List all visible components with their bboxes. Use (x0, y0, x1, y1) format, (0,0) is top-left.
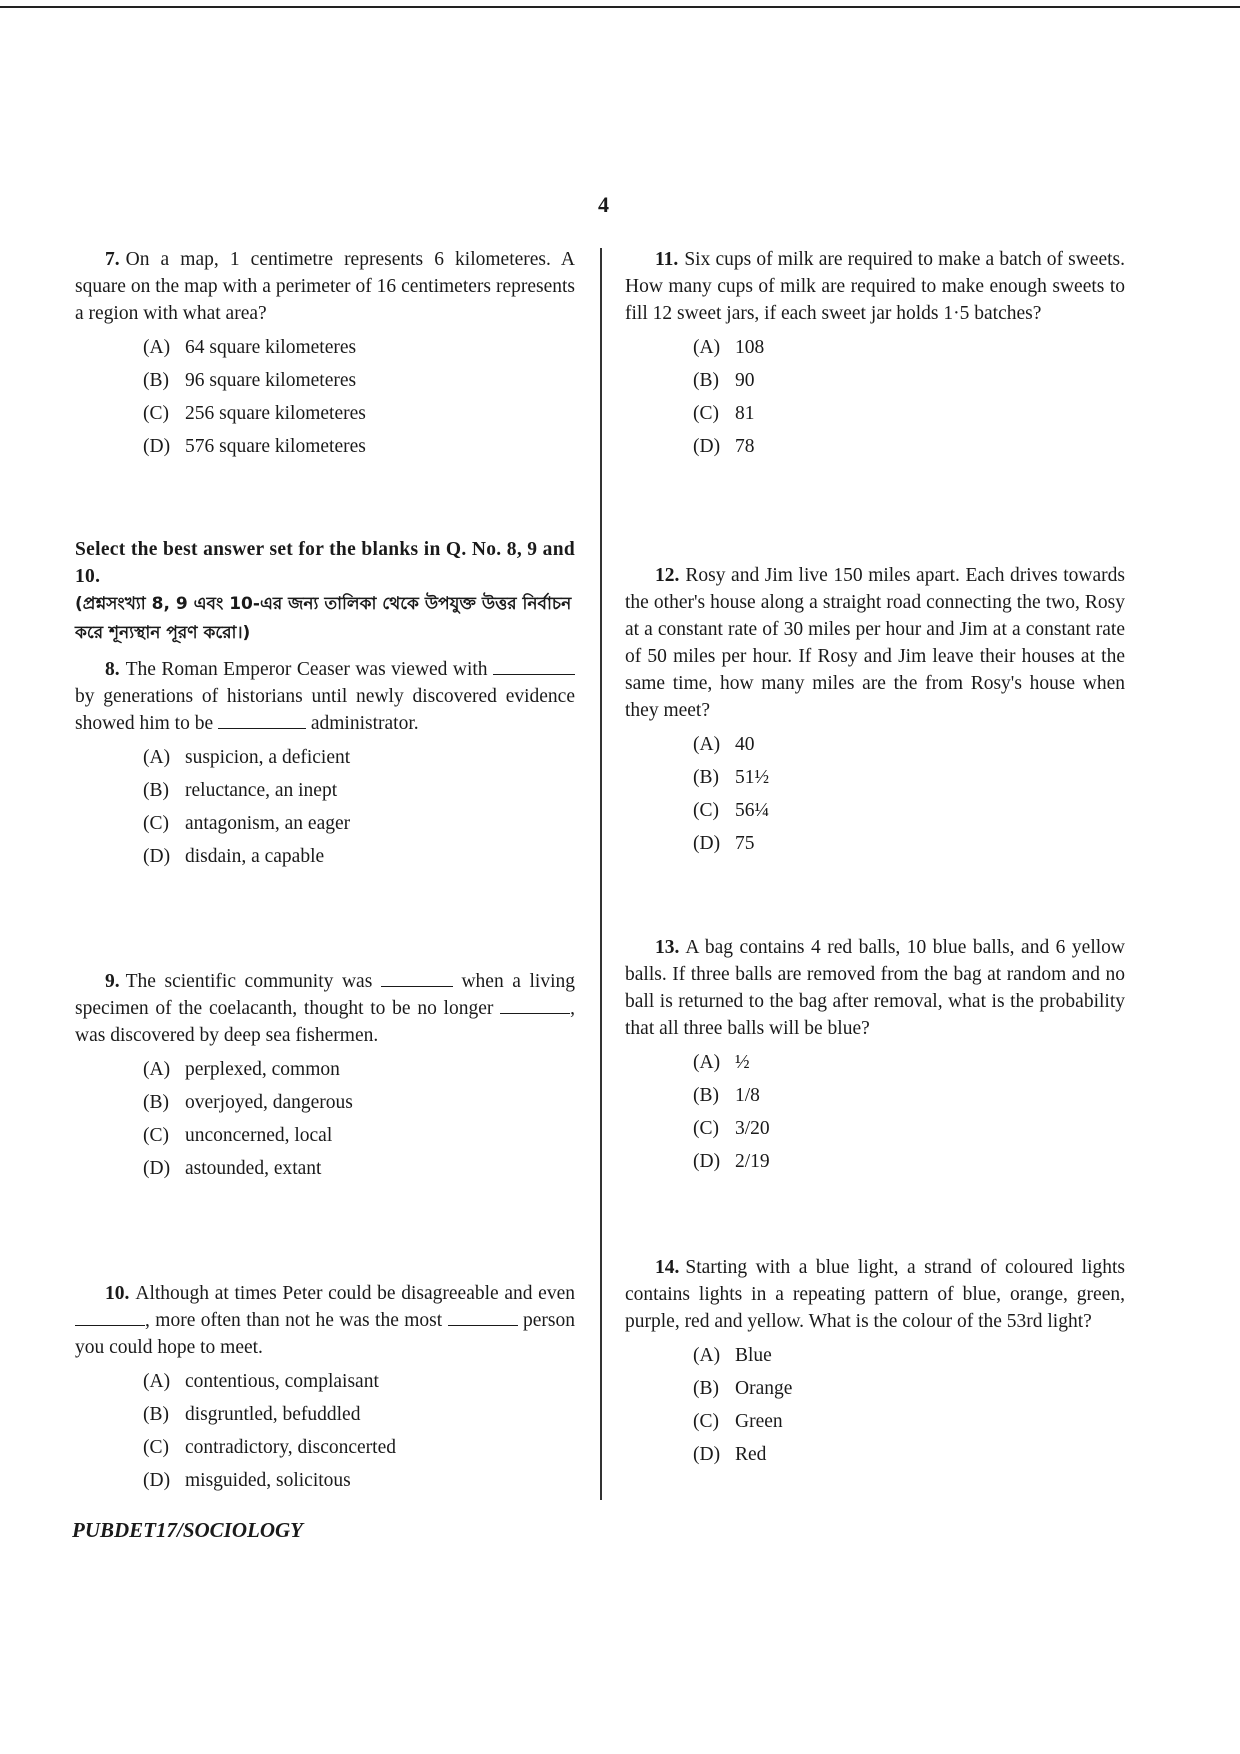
option-c[interactable]: (C) contradictory, disconcerted (143, 1437, 396, 1458)
question-number: 9. (105, 971, 120, 992)
options-list (75, 741, 575, 873)
option-c[interactable]: (C) Green (693, 1411, 783, 1432)
option-a[interactable]: (A) contentious, complaisant (143, 1371, 379, 1392)
option-b[interactable]: (B) Orange (693, 1378, 793, 1399)
question-number: 13. (655, 937, 680, 958)
question-number: 8. (105, 659, 120, 680)
option-c[interactable]: (C) 81 (693, 403, 755, 424)
options-list (75, 1365, 575, 1497)
option-b[interactable]: (B) overjoyed, dangerous (143, 1092, 353, 1113)
option-b[interactable]: (B) 1/8 (693, 1085, 760, 1106)
question-number: 14. (655, 1257, 680, 1278)
option-b[interactable]: (B) disgruntled, befuddled (143, 1404, 361, 1425)
section-instructions (75, 536, 575, 648)
option-c[interactable]: (C) unconcerned, local (143, 1125, 333, 1146)
option-d[interactable]: (D) astounded, extant (143, 1158, 322, 1179)
question-text: On a map, 1 centimetre represents 6 kilometeres. A square on the map with a perimeter of 16 centimeters represents a region with what area? (75, 249, 575, 324)
question-number: 11. (655, 249, 679, 270)
question-11 (625, 246, 1125, 463)
option-b[interactable]: (B) 90 (693, 370, 755, 391)
question-text: Six cups of milk are required to make a batch of sweets. How many cups of milk are required to make enough sweets to fill 12 sweet jars, if each sweet jar holds 1·5 batches? (625, 249, 1125, 324)
question-9: 9. The scientific community was when a living specimen of the coelacanth, thought to be no longer , was discovered by deep sea fishermen. (A) perplexed, common (B) overjoyed, dangerous (C) unconcerned, local (D) astounded, extant (75, 968, 575, 1185)
option-c[interactable]: (C) antagonism, an eager (143, 813, 351, 834)
question-12 (625, 562, 1125, 860)
option-c[interactable]: (C) 3/20 (693, 1118, 770, 1139)
options-list (625, 728, 1125, 860)
option-a[interactable]: (A) suspicion, a deficient (143, 747, 351, 768)
options-list (75, 331, 575, 463)
option-a[interactable]: (A) perplexed, common (143, 1059, 340, 1080)
option-a[interactable]: (A) 64 square kilometeres (143, 337, 357, 358)
question-text: A bag contains 4 red balls, 10 blue balls, and 6 yellow balls. If three balls are removed from the bag at random and no ball is returned to the bag after removal, what is the probability that all three balls will be blue? (625, 937, 1125, 1039)
option-b[interactable]: (B) 96 square kilometeres (143, 370, 357, 391)
question-14 (625, 1254, 1125, 1471)
option-d[interactable]: (D) 2/19 (693, 1151, 770, 1172)
answer-blank (75, 1307, 145, 1326)
options-list (625, 331, 1125, 463)
option-d[interactable]: (D) Red (693, 1444, 767, 1465)
question-text: Starting with a blue light, a strand of coloured lights contains lights in a repeating pattern of blue, orange, green, purple, red and yellow. What is the colour of the 53rd light? (625, 1257, 1125, 1332)
option-a[interactable]: (A) Blue (693, 1345, 772, 1366)
answer-blank (218, 710, 306, 729)
options-list (625, 1046, 1125, 1178)
option-d[interactable]: (D) misguided, solicitous (143, 1470, 351, 1491)
section-heading: Select the best answer set for the blanks in Q. No. 8, 9 and 10. (75, 539, 575, 587)
top-rule (0, 6, 1240, 8)
option-b[interactable]: (B) 51½ (693, 767, 770, 788)
answer-blank (500, 995, 570, 1014)
option-c[interactable]: (C) 256 square kilometeres (143, 403, 366, 424)
option-b[interactable]: (B) reluctance, an inept (143, 780, 338, 801)
options-list (625, 1339, 1125, 1471)
answer-blank (493, 656, 575, 675)
question-7 (75, 246, 575, 463)
column-divider (600, 248, 602, 1500)
page-number: 4 (598, 192, 609, 217)
question-10: 10. Although at times Peter could be disagreeable and even , more often than not he was the most person you could hope to meet. (A) contentious, complaisant (B) disgruntled, befuddled (C) contradictory, disconcerted (D) misguided, solicitous (75, 1280, 575, 1497)
question-number: 7. (105, 249, 120, 270)
question-number: 12. (655, 565, 680, 586)
option-a[interactable]: (A) ½ (693, 1052, 750, 1073)
option-d[interactable]: (D) 576 square kilometeres (143, 436, 366, 457)
question-number: 10. (105, 1283, 130, 1304)
option-a[interactable]: (A) 108 (693, 337, 765, 358)
question-8: 8. The Roman Emperor Ceaser was viewed with by generations of historians until newly discovered evidence showed him to be administrator. (A) suspicion, a deficient (B) reluctance, an inept (C) antagonism, an eager (D) disdain, a capable (75, 656, 575, 873)
question-text: Rosy and Jim live 150 miles apart. Each drives towards the other's house along a straight road connecting the two, Rosy at a constant rate of 30 miles per hour and Jim at a constant rate of 50 miles per hour. If Rosy and Jim leave their houses at the same time, how many miles are the from Rosy's house when they meet? (625, 565, 1125, 721)
answer-blank (448, 1307, 518, 1326)
option-d[interactable]: (D) disdain, a capable (143, 846, 325, 867)
option-c[interactable]: (C) 56¼ (693, 800, 770, 821)
options-list (75, 1053, 575, 1185)
question-13 (625, 934, 1125, 1178)
option-d[interactable]: (D) 78 (693, 436, 755, 457)
option-a[interactable]: (A) 40 (693, 734, 755, 755)
section-heading-bengali: (প্রশ্নসংখ্যা 8, 9 এবং 10-এর জন্য তালিকা থেকে উপযুক্ত উত্তর নির্বাচন করে শূন্যস্থান পূরণ করো।) (75, 594, 572, 643)
answer-blank (381, 968, 453, 987)
footer-code: PUBDET17/SOCIOLOGY (72, 1518, 304, 1542)
option-d[interactable]: (D) 75 (693, 833, 755, 854)
